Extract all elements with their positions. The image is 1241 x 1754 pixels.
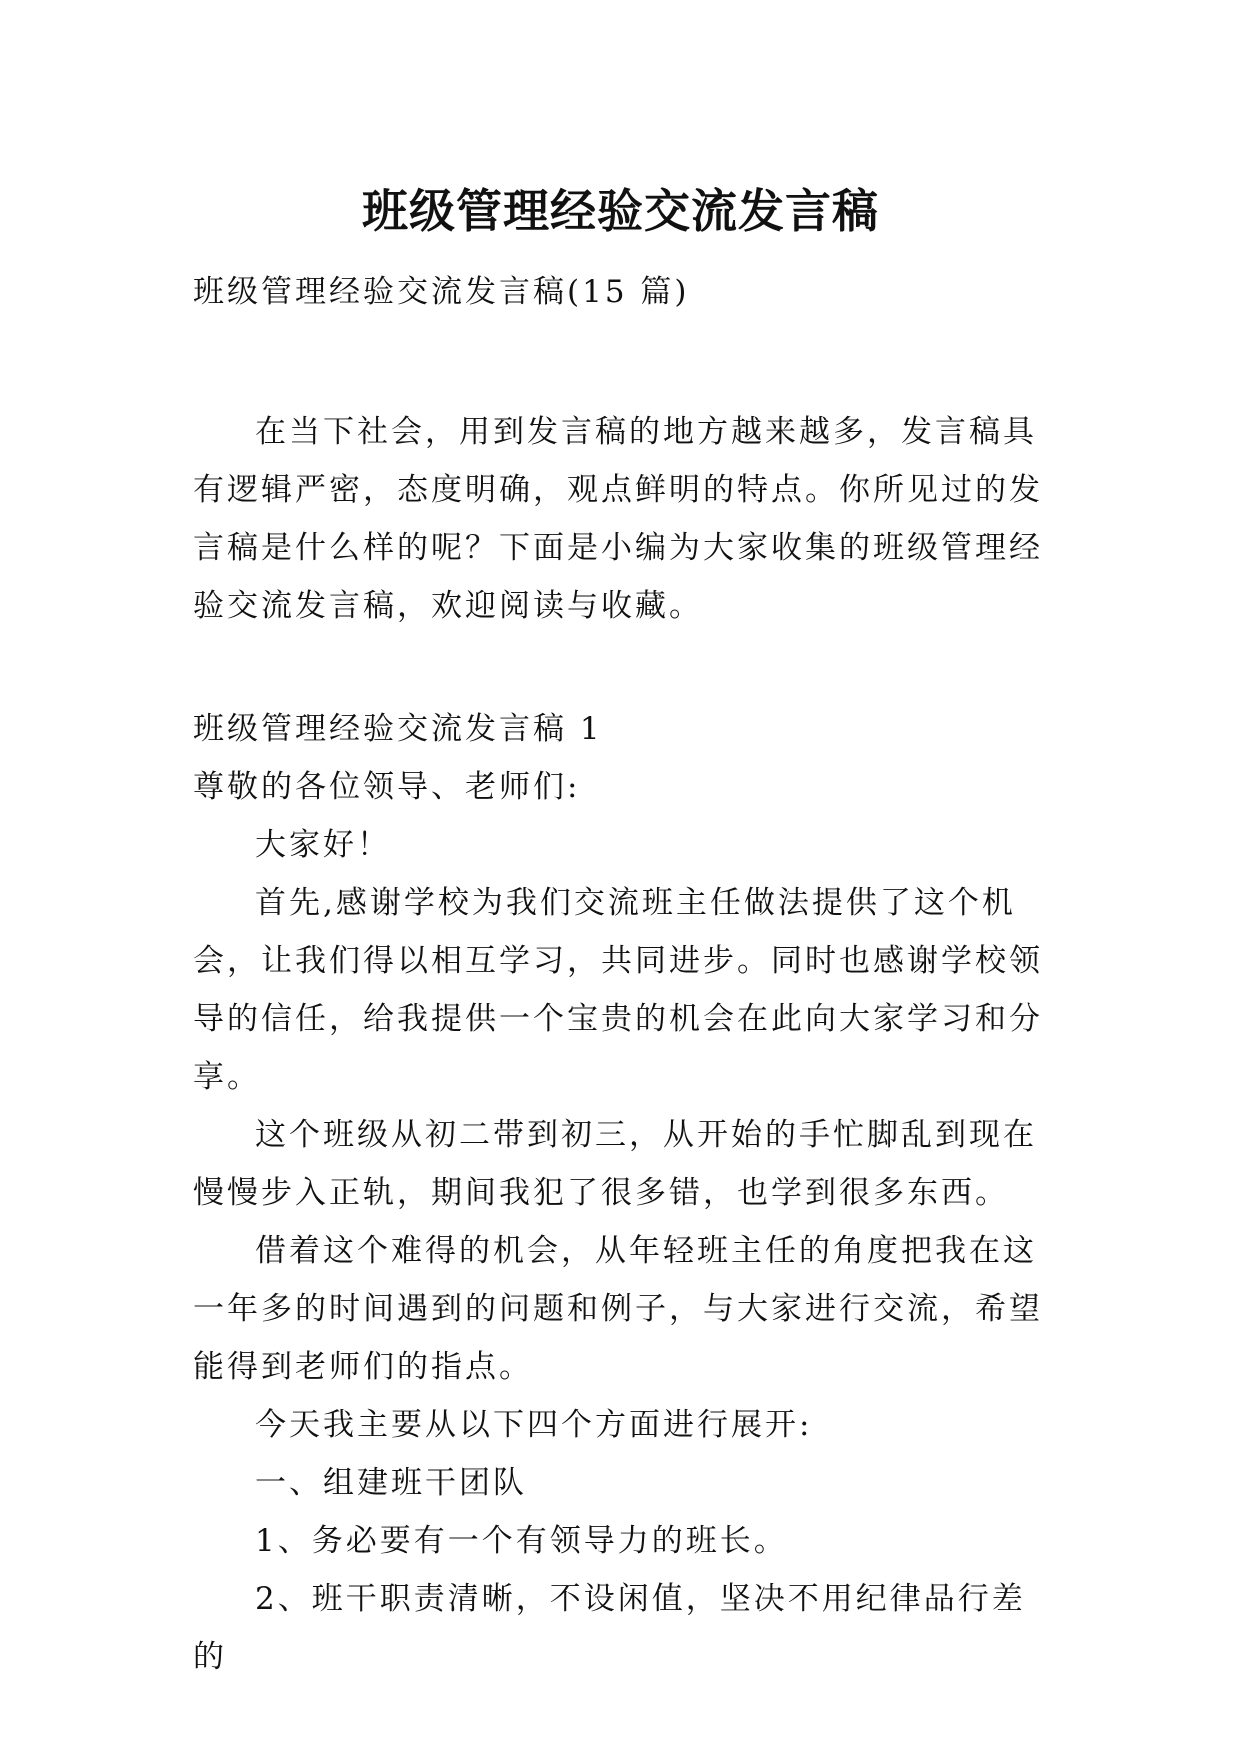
salutation: 尊敬的各位领导、老师们:: [193, 769, 581, 805]
paragraph-class-history: 这个班级从初二带到初三，从开始的手忙脚乱到现在慢慢步入正轨，期间我犯了很多错，也学到很多东西。: [193, 1117, 1037, 1211]
section-heading: 班级管理经验交流发言稿 1: [193, 711, 603, 747]
list-item-2: 2、班干职责清晰，不设闲值，坚决不用纪律品行差的: [193, 1581, 1026, 1675]
subtitle-block: [193, 263, 1057, 321]
paragraph-thanks: 首先,感谢学校为我们交流班主任做法提供了这个机会，让我们得以相互学习，共同进步。同时也感谢学校领导的信任，给我提供一个宝贵的机会在此向大家学习和分享。: [193, 885, 1043, 1095]
paragraph-opportunity: 借着这个难得的机会，从年轻班主任的角度把我在这一年多的时间遇到的问题和例子，与大家进行交流，希望能得到老师们的指点。: [193, 1233, 1043, 1385]
document-subtitle: 班级管理经验交流发言稿(15 篇): [193, 274, 690, 310]
paragraph-outline: 今天我主要从以下四个方面进行展开:: [255, 1407, 813, 1443]
main-content: [193, 700, 1057, 1686]
intro-paragraph: 在当下社会，用到发言稿的地方越来越多，发言稿具有逻辑严密，态度明确，观点鲜明的特点。你所见过的发言稿是什么样的呢？下面是小编为大家收集的班级管理经验交流发言稿，欢迎阅读与收藏。: [193, 414, 1043, 624]
list-heading-team: 一、组建班干团队: [255, 1465, 527, 1501]
list-item-1: 1、务必要有一个有领导力的班长。: [255, 1523, 788, 1559]
paragraph-greeting: 大家好！: [255, 827, 391, 863]
document-title: 班级管理经验交流发言稿: [362, 183, 879, 238]
intro-block: [193, 403, 1057, 635]
